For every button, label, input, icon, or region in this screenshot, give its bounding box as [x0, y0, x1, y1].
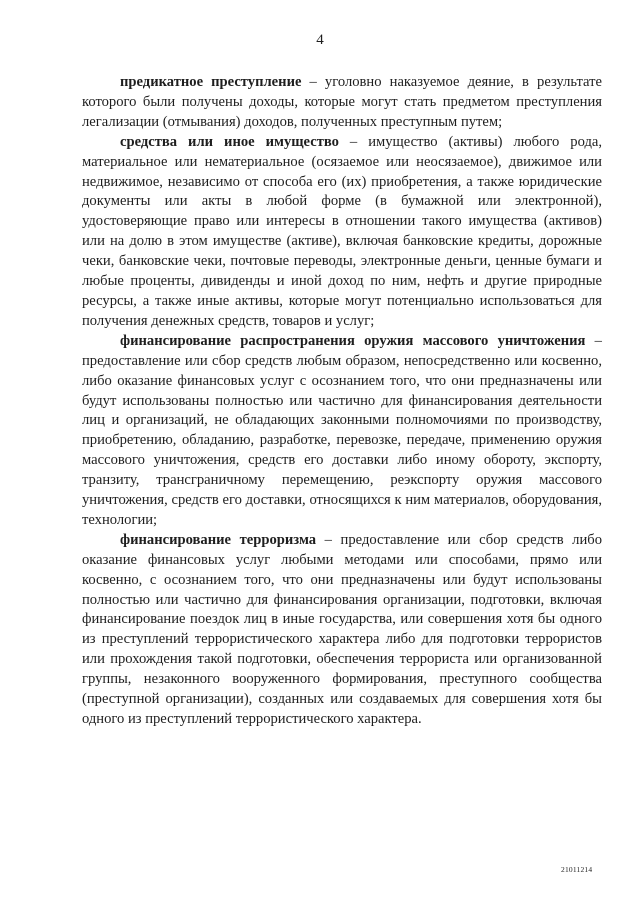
definition-text: – предоставление или сбор средств любым образом, непосредственно или косвенно, либо оказание финансовых услуг с осознанием того, что они предназначены или будут использованы полностью или частично для финансирования деятельности лиц и организаций, не обладающих законными полномочиями по производству, приобретению, обладанию, разработке, перевозке, передаче, применению оружия массового уничтожения, средств его доставки либо иному обороту, экспорту, транзиту, трансграничному перемещению, реэкспорту оружия массового уничтожения, средств его доставки, относящихся к ним материалов, оборудования, технологии; — [82, 332, 602, 528]
definition-text: – уголовно наказуемое деяние, в результате которого были получены доходы, которые могут стать предметом преступления легализации (отмывания) доходов, полученных преступным путем; — [82, 74, 602, 130]
page-number: 4 — [316, 32, 324, 48]
definition-term: финансирование распространения оружия массового уничтожения — [120, 332, 586, 349]
definition-term: средства или иное имущество — [120, 133, 339, 150]
document-code: 21011214 — [561, 865, 593, 874]
definition-text: – имущество (активы) любого рода, материальное или нематериальное (осязаемое или неосязаемое), движимое или недвижимое, независимо от способа его (их) приобретения, а также юридические документы или акты в любой форме (в бумажной или электронной), удостоверяющие право или интересы в отношении такого имущества (активов) или на долю в этом имуществе (активе), включая банковские кредиты, дорожные чеки, банковские чеки, почтовые переводы, электронные деньги, ценные бумаги и любые проценты, дивиденды и иной доход по ним, нефть и другие природные ресурсы, а также иные активы, которые могут потенциально использоваться для получения денежных средств, товаров и услуг; — [82, 133, 602, 329]
definition-term: финансирование терроризма — [120, 531, 317, 548]
definition-paragraph-funds-or-property — [82, 133, 602, 332]
definition-term: предикатное преступление — [120, 74, 302, 90]
definition-paragraph-terrorism-financing — [82, 531, 602, 730]
definition-text: – предоставление или сбор средств либо оказание финансовых услуг любыми методами или способами, прямо или косвенно, с осознанием того, что они предназначены или будут использованы полностью или частично для финансирования организации, подготовки, включая финансирование поездок лиц в иные государства, или совершения хотя бы одного из преступлений террористического характера либо для подготовки террористов или прохождения такой подготовки, обеспечения террориста или организованной группы, незаконного вооруженного формирования, преступного сообщества (преступной организации), созданных или создаваемых для совершения хотя бы одного из преступлений террористического характера. — [82, 531, 602, 727]
document-body — [82, 73, 602, 730]
definition-paragraph-proliferation-financing — [82, 332, 602, 531]
definition-paragraph-predicate-crime — [82, 73, 602, 133]
